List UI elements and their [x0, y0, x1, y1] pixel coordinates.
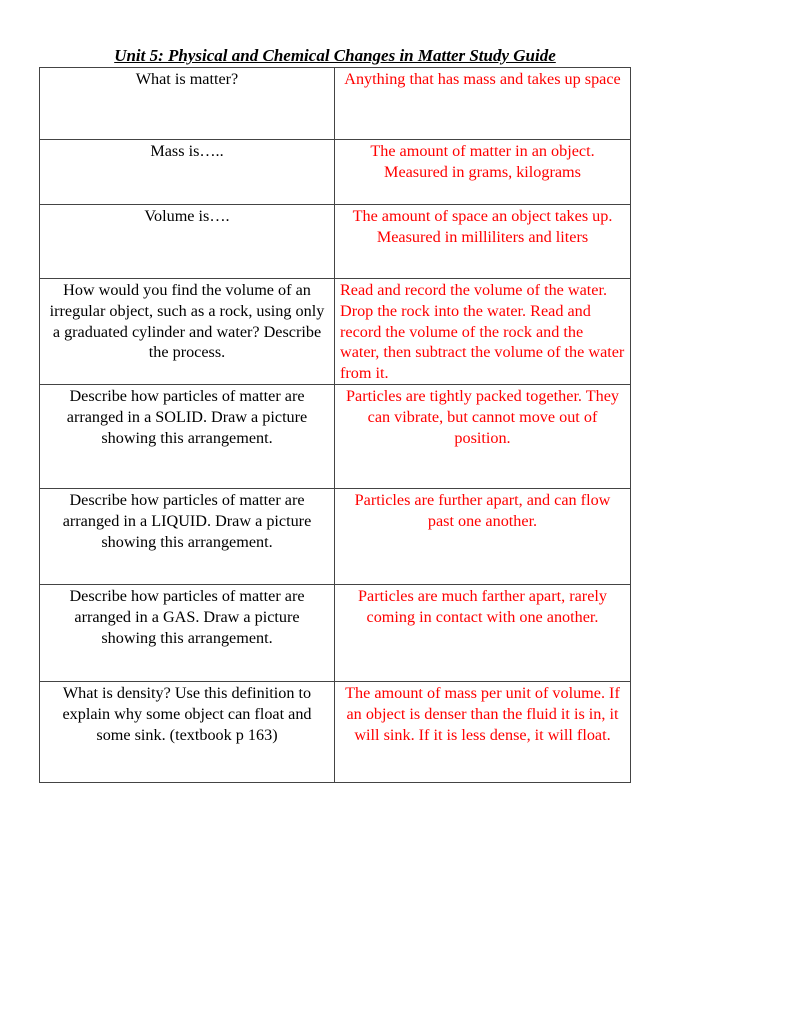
study-guide-table — [39, 67, 631, 783]
answer-cell: The amount of matter in an object. Measured in grams, kilograms — [335, 140, 631, 205]
answer-cell: Particles are tightly packed together. They can vibrate, but cannot move out of position. — [335, 384, 631, 488]
question-cell: Describe how particles of matter are arranged in a SOLID. Draw a picture showing this arrangement. — [40, 384, 335, 488]
table-row — [40, 68, 631, 140]
table-row — [40, 384, 631, 488]
table-row — [40, 488, 631, 584]
question-cell: How would you find the volume of an irregular object, such as a rock, using only a graduated cylinder and water? Describe the process. — [40, 279, 335, 385]
table-row — [40, 140, 631, 205]
answer-cell: Particles are much farther apart, rarely coming in contact with one another. — [335, 584, 631, 681]
question-cell: Describe how particles of matter are arranged in a GAS. Draw a picture showing this arrangement. — [40, 584, 335, 681]
answer-cell: Particles are further apart, and can flow past one another. — [335, 488, 631, 584]
question-cell: Volume is…. — [40, 205, 335, 279]
answer-cell: Read and record the volume of the water. Drop the rock into the water. Read and record the volume of the rock and the water, then subtract the volume of the water from it. — [335, 279, 631, 385]
answer-cell: The amount of mass per unit of volume. If an object is denser than the fluid it is in, it will sink. If it is less dense, it will float. — [335, 681, 631, 782]
table-row — [40, 205, 631, 279]
question-cell: What is matter? — [40, 68, 335, 140]
answer-cell: The amount of space an object takes up. Measured in milliliters and liters — [335, 205, 631, 279]
question-cell: Mass is….. — [40, 140, 335, 205]
page-title: Unit 5: Physical and Chemical Changes in Matter Study Guide — [114, 46, 556, 65]
question-cell: Describe how particles of matter are arranged in a LIQUID. Draw a picture showing this arrangement. — [40, 488, 335, 584]
table-row — [40, 584, 631, 681]
question-cell: What is density? Use this definition to explain why some object can float and some sink. (textbook p 163) — [40, 681, 335, 782]
table-row — [40, 681, 631, 782]
answer-cell: Anything that has mass and takes up space — [335, 68, 631, 140]
table-row — [40, 279, 631, 385]
